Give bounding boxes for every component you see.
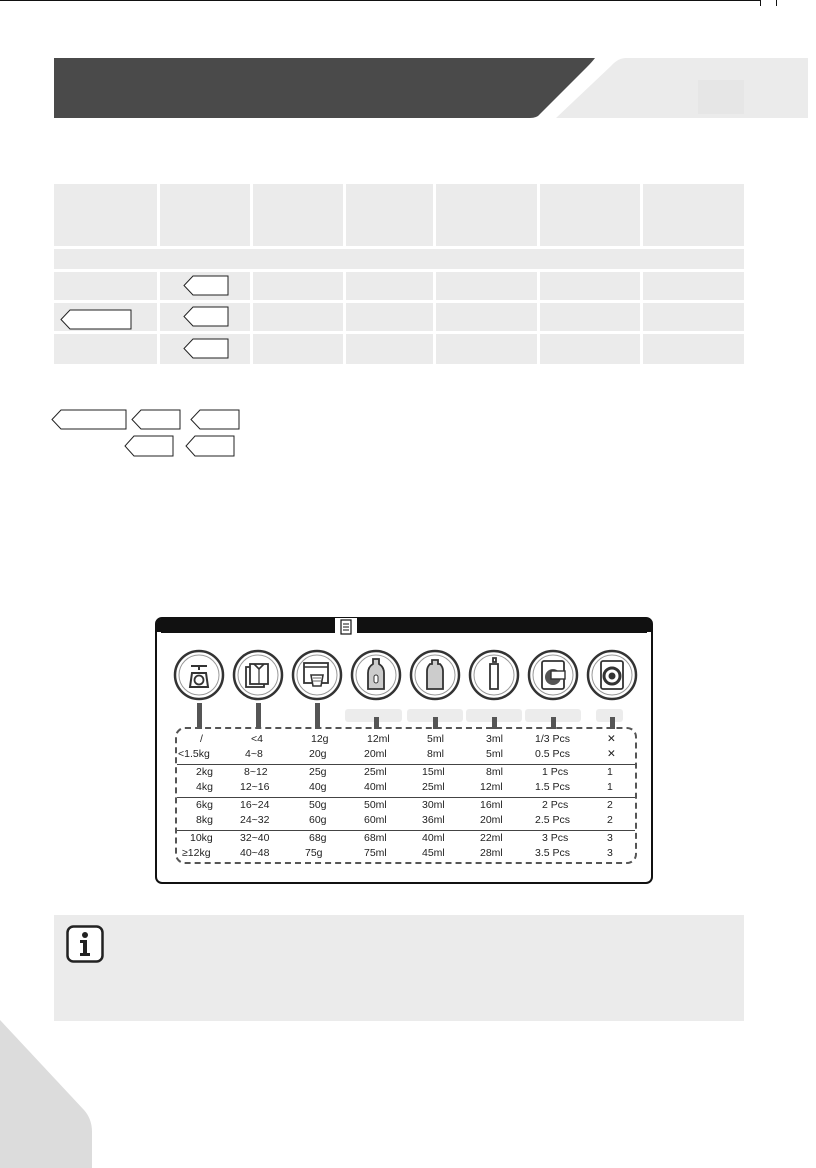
tablet-dose: 3 Pcs <box>542 832 569 844</box>
table-cell <box>253 334 343 364</box>
table-header-cell <box>346 184 433 246</box>
water-hardness: 24~32 <box>240 814 270 826</box>
pod-dose: 3 <box>607 847 613 859</box>
load-weight: 6kg <box>196 799 213 811</box>
fabric-softener-bottle-icon <box>409 649 461 701</box>
document-icon <box>335 618 357 638</box>
table-cell <box>436 334 537 364</box>
load-weight: 8kg <box>196 814 213 826</box>
label-tag <box>131 409 181 430</box>
powder-dose: 68g <box>309 832 327 844</box>
softener-dose: 30ml <box>422 799 445 811</box>
trim-mark <box>760 0 761 6</box>
label-tag <box>60 309 132 330</box>
icon-connector <box>256 703 261 729</box>
powder-dose: 25g <box>309 766 327 778</box>
spray-dose: 3ml <box>486 733 503 745</box>
panel-divider <box>161 632 647 633</box>
icon-connector <box>197 703 202 729</box>
table-cell <box>54 272 157 300</box>
dosage-display-panel <box>155 617 653 884</box>
liquid-dose: 20ml <box>364 748 387 760</box>
spray-dose: 20ml <box>480 814 503 826</box>
trim-line <box>0 0 816 6</box>
table-cell <box>346 334 433 364</box>
liquid-dose: 25ml <box>364 766 387 778</box>
icon-connector <box>315 703 320 729</box>
pod-dose: 2 <box>607 814 613 826</box>
panel-title-bar <box>157 619 651 632</box>
dosage-row <box>157 733 651 748</box>
water-hardness: 12~16 <box>240 781 270 793</box>
table-header-cell <box>540 184 640 246</box>
liquid-dose: 40ml <box>364 781 387 793</box>
table-cell <box>643 334 744 364</box>
table-cell <box>436 272 537 300</box>
powder-dose: 60g <box>309 814 327 826</box>
dosage-row <box>157 832 651 847</box>
table-header-cell <box>54 184 157 246</box>
liquid-dose: 60ml <box>364 814 387 826</box>
spray-dose: 28ml <box>480 847 503 859</box>
table-cell <box>346 303 433 331</box>
label-tag <box>183 275 229 296</box>
spray-dose: 12ml <box>480 781 503 793</box>
softener-dose: 15ml <box>422 766 445 778</box>
header-banner <box>54 58 595 118</box>
table-cell <box>540 303 640 331</box>
liquid-detergent-bottle-icon <box>350 649 402 701</box>
spray-dose: 5ml <box>486 748 503 760</box>
table-header-cell <box>643 184 744 246</box>
powder-detergent-icon <box>291 649 343 701</box>
tablet-dose: 1.5 Pcs <box>535 781 571 793</box>
powder-dose: 40g <box>309 781 327 793</box>
powder-dose: 50g <box>309 799 327 811</box>
clothes-stack-icon <box>232 649 284 701</box>
info-note <box>54 915 744 1021</box>
table-cell <box>436 303 537 331</box>
softener-dose: 45ml <box>422 847 445 859</box>
label-tag <box>185 435 235 457</box>
dosage-row <box>157 814 651 829</box>
water-hardness: 8~12 <box>244 766 268 778</box>
spray-dose: 22ml <box>480 832 503 844</box>
trim-mark <box>776 0 777 6</box>
tablet-dose: 3.5 Pcs <box>535 847 571 859</box>
softener-dose: 25ml <box>422 781 445 793</box>
liquid-dose: 12ml <box>367 733 390 745</box>
label-tag <box>124 435 174 457</box>
trim-line-segment <box>0 0 760 1</box>
table-cell <box>346 272 433 300</box>
liquid-dose: 68ml <box>364 832 387 844</box>
table-cell <box>643 272 744 300</box>
dosage-row <box>157 847 651 862</box>
dosage-row <box>157 748 651 763</box>
table-header-cell <box>436 184 537 246</box>
label-tag <box>183 306 229 327</box>
scale-icon <box>173 649 225 701</box>
water-hardness: 4~8 <box>245 748 263 760</box>
row-divider <box>177 764 635 765</box>
label-tag <box>190 409 240 430</box>
tablet-dose: 1/3 Pcs <box>535 733 571 745</box>
softener-dose: 40ml <box>422 832 445 844</box>
softener-dose: 5ml <box>427 733 444 745</box>
row-divider <box>177 830 635 831</box>
dosage-row <box>157 799 651 814</box>
water-hardness: <4 <box>251 733 263 745</box>
tablet-dose: 2.5 Pcs <box>535 814 571 826</box>
table-cell <box>540 272 640 300</box>
table-cell <box>253 272 343 300</box>
water-hardness: 16~24 <box>240 799 270 811</box>
load-weight: 2kg <box>196 766 213 778</box>
pod-dose: 2 <box>607 799 613 811</box>
pod-dose: 1 <box>607 766 613 778</box>
spray-dose: 8ml <box>486 766 503 778</box>
pod-dose: 3 <box>607 832 613 844</box>
tablet-dose: 0.5 Pcs <box>535 748 571 760</box>
pod-dose: ✕ <box>607 748 616 760</box>
row-divider <box>177 797 635 798</box>
load-weight: 10kg <box>190 832 213 844</box>
table-cell <box>540 334 640 364</box>
liquid-dose: 50ml <box>364 799 387 811</box>
table-header-cell <box>160 184 250 246</box>
info-icon <box>66 925 104 963</box>
liquid-dose: 75ml <box>364 847 387 859</box>
dosage-row <box>157 766 651 781</box>
table-header-cell <box>253 184 343 246</box>
pod-dose: ✕ <box>607 733 616 745</box>
dosage-row <box>157 781 651 796</box>
water-hardness: 32~40 <box>240 832 270 844</box>
water-hardness: 40~48 <box>240 847 270 859</box>
label-tag <box>51 409 127 430</box>
table-cell <box>643 303 744 331</box>
load-weight: ≥12kg <box>182 847 211 859</box>
table-cell <box>54 334 157 364</box>
softener-dose: 36ml <box>422 814 445 826</box>
pod-dose: 1 <box>607 781 613 793</box>
tablet-dose: 2 Pcs <box>542 799 569 811</box>
load-weight: 4kg <box>196 781 213 793</box>
page-corner-tab <box>0 1020 100 1168</box>
label-tag <box>183 338 229 359</box>
table-cell <box>253 303 343 331</box>
table-section-row <box>54 249 744 269</box>
spray-bottle-icon <box>468 649 520 701</box>
washer-tablet-icon <box>527 649 579 701</box>
load-weight: <1.5kg <box>178 748 210 760</box>
powder-dose: 20g <box>309 748 327 760</box>
washer-pod-icon <box>586 649 638 701</box>
load-weight: / <box>200 733 203 745</box>
spray-dose: 16ml <box>480 799 503 811</box>
page-number-box <box>698 80 744 114</box>
powder-dose: 75g <box>305 847 323 859</box>
header-tab <box>556 58 808 118</box>
softener-dose: 8ml <box>427 748 444 760</box>
tablet-dose: 1 Pcs <box>542 766 569 778</box>
powder-dose: 12g <box>311 733 329 745</box>
